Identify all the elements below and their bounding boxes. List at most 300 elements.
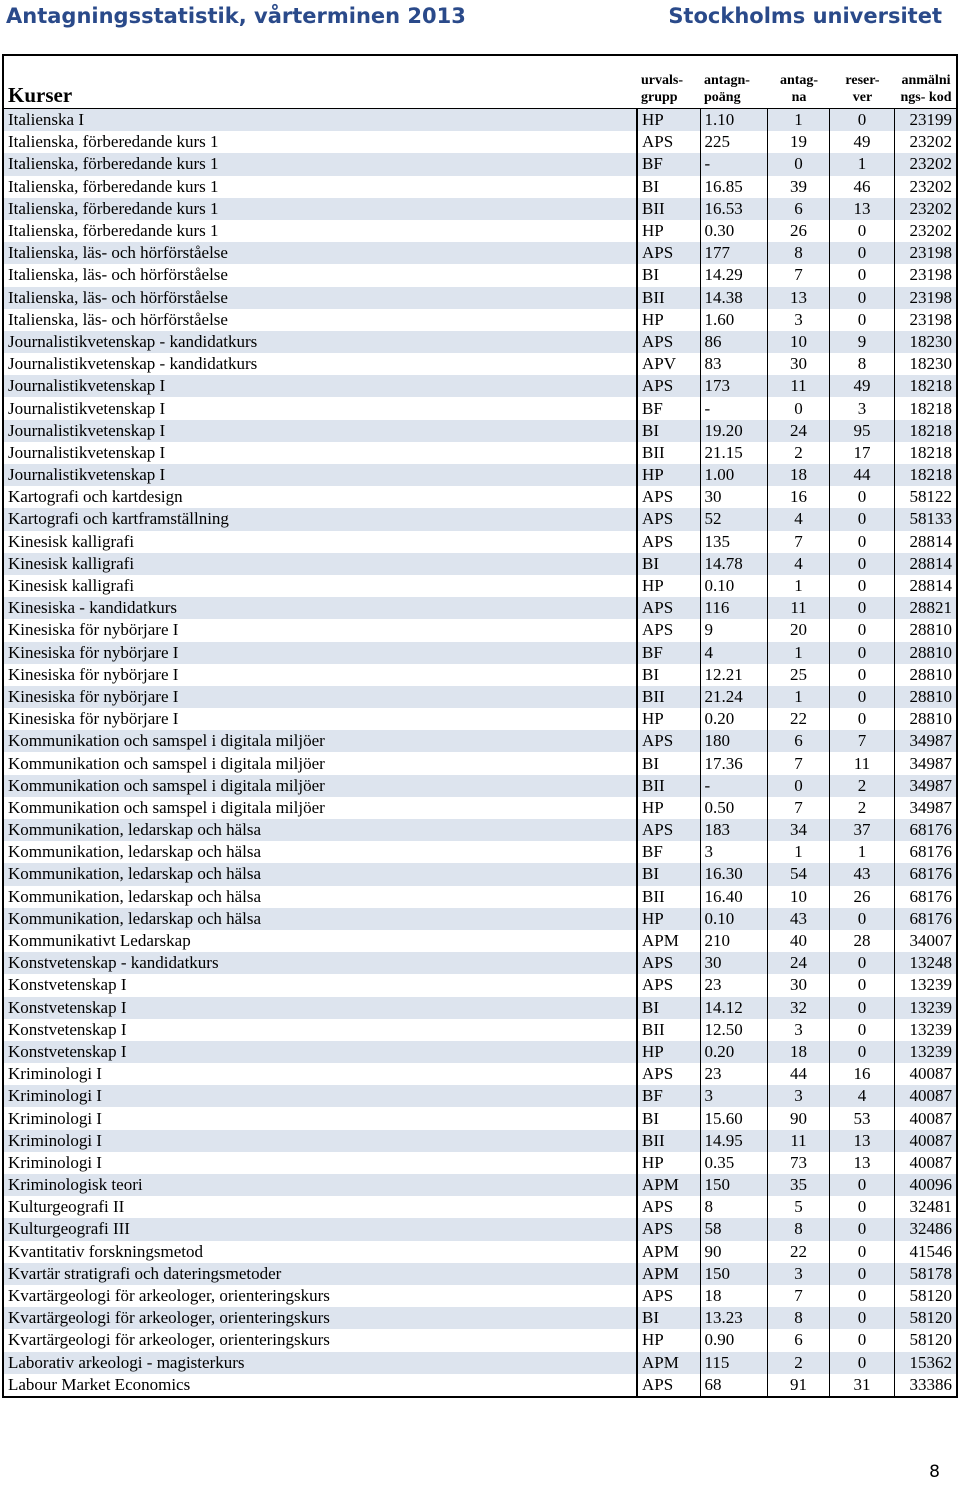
selection-group-cell: BF	[637, 1085, 700, 1107]
course-name-cell: Kvartärgeologi för arkeologer, orienteringskurs	[8, 1330, 330, 1350]
selection-group-cell: APS	[637, 730, 700, 752]
table-row	[3, 1263, 957, 1285]
column-header-anmalningskod: anmälni ngs- kod	[900, 73, 952, 105]
admission-score-cell: 225	[700, 131, 767, 153]
reserves-count-cell: 26	[829, 886, 894, 908]
admitted-count-cell: 19	[767, 131, 829, 153]
reserves-count-cell: 43	[829, 863, 894, 885]
course-name-cell: Journalistikvetenskap I	[8, 465, 166, 485]
table-row	[3, 153, 957, 175]
table-row	[3, 464, 957, 486]
admission-score-cell: 21.15	[700, 442, 767, 464]
admission-score-cell: 4	[700, 642, 767, 664]
table-row	[3, 420, 957, 442]
selection-group-cell: HP	[637, 908, 700, 930]
course-name-cell: Kartografi och kartframställning	[8, 509, 229, 529]
selection-group-cell: BI	[637, 863, 700, 885]
admission-score-cell: 17.36	[700, 752, 767, 774]
reserves-count-cell: 0	[829, 309, 894, 331]
course-name-cell: Kriminologisk teori	[8, 1175, 143, 1195]
reserves-count-cell: 49	[829, 131, 894, 153]
course-name-cell: Konstvetenskap I	[8, 997, 127, 1017]
application-code-cell: 23202	[894, 153, 957, 175]
reserves-count-cell: 37	[829, 819, 894, 841]
reserves-count-cell: 46	[829, 176, 894, 198]
table-header-row	[3, 55, 957, 109]
course-name-cell: Laborativ arkeologi - magisterkurs	[8, 1352, 245, 1372]
admitted-count-cell: 3	[767, 1085, 829, 1107]
admission-score-cell: 210	[700, 930, 767, 952]
course-name-cell: Kinesisk kalligrafi	[8, 553, 135, 573]
reserves-count-cell: 49	[829, 375, 894, 397]
application-code-cell: 68176	[894, 819, 957, 841]
selection-group-cell: APS	[637, 819, 700, 841]
reserves-count-cell: 0	[829, 642, 894, 664]
admitted-count-cell: 40	[767, 930, 829, 952]
course-name-cell: Kartografi och kartdesign	[8, 487, 183, 507]
admission-score-cell: 116	[700, 597, 767, 619]
table-body	[3, 109, 957, 1397]
selection-group-cell: HP	[637, 575, 700, 597]
table-row	[3, 752, 957, 774]
application-code-cell: 28814	[894, 531, 957, 553]
selection-group-cell: HP	[637, 1152, 700, 1174]
admission-score-cell: 150	[700, 1174, 767, 1196]
column-header-kurser: Kurser	[8, 83, 73, 107]
table-row	[3, 1352, 957, 1374]
table-row	[3, 375, 957, 397]
application-code-cell: 28810	[894, 708, 957, 730]
admitted-count-cell: 18	[767, 1041, 829, 1063]
selection-group-cell: BF	[637, 153, 700, 175]
reserves-count-cell: 0	[829, 686, 894, 708]
course-name-cell: Italienska, förberedande kurs 1	[8, 221, 219, 241]
course-name-cell: Kriminologi I	[8, 1108, 102, 1128]
reserves-count-cell: 4	[829, 1085, 894, 1107]
admitted-count-cell: 6	[767, 1329, 829, 1351]
admission-score-cell: 8	[700, 1196, 767, 1218]
table-row	[3, 819, 957, 841]
course-name-cell: Kommunikation och samspel i digitala miljöer	[8, 731, 325, 751]
admission-score-cell: 1.10	[700, 109, 767, 132]
selection-group-cell: HP	[637, 109, 700, 132]
selection-group-cell: APS	[637, 331, 700, 353]
column-header-antagna: antag- na	[779, 73, 819, 105]
selection-group-cell: APM	[637, 930, 700, 952]
admission-score-cell: 14.95	[700, 1130, 767, 1152]
table-row	[3, 597, 957, 619]
application-code-cell: 23198	[894, 264, 957, 286]
admission-score-cell: 9	[700, 619, 767, 641]
application-code-cell: 58120	[894, 1307, 957, 1329]
application-code-cell: 58120	[894, 1329, 957, 1351]
admitted-count-cell: 30	[767, 353, 829, 375]
table-row	[3, 863, 957, 885]
admitted-count-cell: 11	[767, 375, 829, 397]
reserves-count-cell: 1	[829, 841, 894, 863]
admission-score-cell: 16.40	[700, 886, 767, 908]
reserves-count-cell: 3	[829, 397, 894, 419]
application-code-cell: 40087	[894, 1130, 957, 1152]
course-name-cell: Italienska, läs- och hörförståelse	[8, 287, 228, 307]
selection-group-cell: HP	[637, 464, 700, 486]
application-code-cell: 34987	[894, 752, 957, 774]
selection-group-cell: BII	[637, 886, 700, 908]
application-code-cell: 58122	[894, 486, 957, 508]
course-name-cell: Kriminologi I	[8, 1064, 102, 1084]
reserves-count-cell: 0	[829, 242, 894, 264]
admitted-count-cell: 1	[767, 575, 829, 597]
admission-score-cell: 14.38	[700, 287, 767, 309]
admitted-count-cell: 0	[767, 775, 829, 797]
selection-group-cell: BI	[637, 176, 700, 198]
application-code-cell: 18218	[894, 420, 957, 442]
admitted-count-cell: 10	[767, 331, 829, 353]
admitted-count-cell: 5	[767, 1196, 829, 1218]
table-row	[3, 176, 957, 198]
application-code-cell: 40087	[894, 1085, 957, 1107]
selection-group-cell: APM	[637, 1241, 700, 1263]
admitted-count-cell: 2	[767, 442, 829, 464]
table-row	[3, 220, 957, 242]
selection-group-cell: APS	[637, 974, 700, 996]
application-code-cell: 18230	[894, 353, 957, 375]
course-name-cell: Konstvetenskap I	[8, 1019, 127, 1039]
admitted-count-cell: 24	[767, 420, 829, 442]
application-code-cell: 18218	[894, 464, 957, 486]
reserves-count-cell: 17	[829, 442, 894, 464]
selection-group-cell: APS	[637, 1285, 700, 1307]
application-code-cell: 41546	[894, 1241, 957, 1263]
reserves-count-cell: 0	[829, 1019, 894, 1041]
table-row	[3, 1063, 957, 1085]
selection-group-cell: APS	[637, 1063, 700, 1085]
admitted-count-cell: 44	[767, 1063, 829, 1085]
course-name-cell: Italienska I	[8, 110, 84, 130]
admission-score-cell: 12.50	[700, 1019, 767, 1041]
selection-group-cell: HP	[637, 220, 700, 242]
admission-score-cell: 58	[700, 1218, 767, 1240]
course-name-cell: Kinesiska för nybörjare I	[8, 620, 179, 640]
selection-group-cell: BF	[637, 841, 700, 863]
table-row	[3, 1241, 957, 1263]
selection-group-cell: APS	[637, 242, 700, 264]
reserves-count-cell: 0	[829, 708, 894, 730]
admission-score-cell: 21.24	[700, 686, 767, 708]
table-row	[3, 198, 957, 220]
reserves-count-cell: 2	[829, 797, 894, 819]
admission-score-cell: 86	[700, 331, 767, 353]
selection-group-cell: APS	[637, 597, 700, 619]
reserves-count-cell: 0	[829, 109, 894, 132]
admitted-count-cell: 24	[767, 952, 829, 974]
table-row	[3, 930, 957, 952]
table-row	[3, 1041, 957, 1063]
table-row	[3, 619, 957, 641]
selection-group-cell: BI	[637, 997, 700, 1019]
selection-group-cell: BII	[637, 1019, 700, 1041]
application-code-cell: 28814	[894, 553, 957, 575]
table-row	[3, 1329, 957, 1351]
admitted-count-cell: 22	[767, 708, 829, 730]
application-code-cell: 34987	[894, 797, 957, 819]
application-code-cell: 13239	[894, 974, 957, 996]
admitted-count-cell: 1	[767, 841, 829, 863]
admitted-count-cell: 16	[767, 486, 829, 508]
admitted-count-cell: 10	[767, 886, 829, 908]
page-header	[0, 0, 960, 40]
table-row	[3, 486, 957, 508]
course-name-cell: Journalistikvetenskap - kandidatkurs	[8, 331, 258, 351]
course-name-cell: Kulturgeografi III	[8, 1219, 130, 1239]
application-code-cell: 23198	[894, 309, 957, 331]
course-name-cell: Journalistikvetenskap I	[8, 420, 166, 440]
course-name-cell: Kinesiska för nybörjare I	[8, 664, 179, 684]
admitted-count-cell: 3	[767, 1263, 829, 1285]
admission-score-cell: 3	[700, 1085, 767, 1107]
selection-group-cell: APM	[637, 1174, 700, 1196]
admission-score-cell: 16.30	[700, 863, 767, 885]
column-header-antagningspoang: antagn- poäng	[704, 73, 750, 105]
admitted-count-cell: 2	[767, 1352, 829, 1374]
reserves-count-cell: 0	[829, 619, 894, 641]
admitted-count-cell: 25	[767, 664, 829, 686]
admitted-count-cell: 7	[767, 1285, 829, 1307]
selection-group-cell: APS	[637, 619, 700, 641]
admitted-count-cell: 3	[767, 1019, 829, 1041]
course-name-cell: Journalistikvetenskap I	[8, 376, 166, 396]
university-name: Stockholms universitet	[668, 4, 942, 28]
admitted-count-cell: 34	[767, 819, 829, 841]
reserves-count-cell: 8	[829, 353, 894, 375]
admission-score-cell: 14.78	[700, 553, 767, 575]
admission-score-cell: 30	[700, 952, 767, 974]
selection-group-cell: APM	[637, 1263, 700, 1285]
reserves-count-cell: 53	[829, 1107, 894, 1129]
admitted-count-cell: 3	[767, 309, 829, 331]
table-row	[3, 1196, 957, 1218]
admitted-count-cell: 1	[767, 109, 829, 132]
reserves-count-cell: 13	[829, 1130, 894, 1152]
table-row	[3, 1174, 957, 1196]
table-row	[3, 109, 957, 132]
application-code-cell: 34987	[894, 730, 957, 752]
course-name-cell: Kvantitativ forskningsmetod	[8, 1241, 204, 1261]
application-code-cell: 28810	[894, 664, 957, 686]
course-name-cell: Kinesiska för nybörjare I	[8, 642, 179, 662]
admission-score-cell: 16.85	[700, 176, 767, 198]
course-name-cell: Kommunikation, ledarskap och hälsa	[8, 820, 262, 840]
application-code-cell: 28810	[894, 619, 957, 641]
application-code-cell: 18230	[894, 331, 957, 353]
course-name-cell: Kriminologi I	[8, 1130, 102, 1150]
reserves-count-cell: 0	[829, 1307, 894, 1329]
reserves-count-cell: 0	[829, 1174, 894, 1196]
admitted-count-cell: 39	[767, 176, 829, 198]
table-row	[3, 1085, 957, 1107]
table-row	[3, 730, 957, 752]
table-row	[3, 908, 957, 930]
application-code-cell: 34007	[894, 930, 957, 952]
admitted-count-cell: 32	[767, 997, 829, 1019]
table-row	[3, 553, 957, 575]
application-code-cell: 28810	[894, 642, 957, 664]
selection-group-cell: APS	[637, 1374, 700, 1397]
table-row	[3, 242, 957, 264]
selection-group-cell: APS	[637, 131, 700, 153]
course-name-cell: Kinesiska - kandidatkurs	[8, 598, 178, 618]
admission-score-cell: 23	[700, 1063, 767, 1085]
selection-group-cell: APV	[637, 353, 700, 375]
course-name-cell: Italienska, läs- och hörförståelse	[8, 243, 228, 263]
table-row	[3, 664, 957, 686]
admitted-count-cell: 35	[767, 1174, 829, 1196]
admission-score-cell: -	[700, 153, 767, 175]
admitted-count-cell: 4	[767, 553, 829, 575]
admission-score-cell: 150	[700, 1263, 767, 1285]
admitted-count-cell: 11	[767, 597, 829, 619]
selection-group-cell: APM	[637, 1352, 700, 1374]
table-row	[3, 797, 957, 819]
table-row	[3, 353, 957, 375]
table-row	[3, 997, 957, 1019]
reserves-count-cell: 13	[829, 198, 894, 220]
course-name-cell: Italienska, läs- och hörförståelse	[8, 265, 228, 285]
selection-group-cell: BI	[637, 420, 700, 442]
selection-group-cell: BI	[637, 664, 700, 686]
selection-group-cell: HP	[637, 797, 700, 819]
table-row	[3, 1152, 957, 1174]
admission-score-cell: 180	[700, 730, 767, 752]
selection-group-cell: APS	[637, 508, 700, 530]
reserves-count-cell: 0	[829, 264, 894, 286]
selection-group-cell: BI	[637, 1107, 700, 1129]
selection-group-cell: BI	[637, 1307, 700, 1329]
admission-score-cell: 83	[700, 353, 767, 375]
selection-group-cell: APS	[637, 952, 700, 974]
selection-group-cell: BI	[637, 752, 700, 774]
column-header-reserver: reser- ver	[845, 73, 880, 105]
course-name-cell: Kommunikation och samspel i digitala miljöer	[8, 775, 325, 795]
reserves-count-cell: 1	[829, 153, 894, 175]
course-name-cell: Italienska, förberedande kurs 1	[8, 132, 219, 152]
reserves-count-cell: 0	[829, 575, 894, 597]
reserves-count-cell: 31	[829, 1374, 894, 1397]
application-code-cell: 23198	[894, 242, 957, 264]
course-name-cell: Kinesisk kalligrafi	[8, 531, 135, 551]
course-name-cell: Kinesiska för nybörjare I	[8, 709, 179, 729]
course-name-cell: Kommunikativt Ledarskap	[8, 931, 191, 951]
selection-group-cell: APS	[637, 486, 700, 508]
admission-score-cell: 0.30	[700, 220, 767, 242]
course-name-cell: Italienska, förberedande kurs 1	[8, 154, 219, 174]
course-name-cell: Kommunikation och samspel i digitala miljöer	[8, 753, 325, 773]
admitted-count-cell: 90	[767, 1107, 829, 1129]
course-name-cell: Kommunikation och samspel i digitala miljöer	[8, 797, 325, 817]
application-code-cell: 23202	[894, 220, 957, 242]
selection-group-cell: BII	[637, 442, 700, 464]
application-code-cell: 23202	[894, 176, 957, 198]
application-code-cell: 18218	[894, 442, 957, 464]
reserves-count-cell: 28	[829, 930, 894, 952]
selection-group-cell: BII	[637, 198, 700, 220]
reserves-count-cell: 13	[829, 1152, 894, 1174]
admission-score-cell: 0.10	[700, 575, 767, 597]
admission-score-cell: 0.20	[700, 1041, 767, 1063]
selection-group-cell: HP	[637, 708, 700, 730]
admission-score-cell: 0.20	[700, 708, 767, 730]
reserves-count-cell: 0	[829, 1218, 894, 1240]
admitted-count-cell: 7	[767, 752, 829, 774]
admission-score-cell: 90	[700, 1241, 767, 1263]
admission-score-cell: 135	[700, 531, 767, 553]
application-code-cell: 13239	[894, 1019, 957, 1041]
reserves-count-cell: 0	[829, 974, 894, 996]
reserves-count-cell: 0	[829, 553, 894, 575]
reserves-count-cell: 0	[829, 997, 894, 1019]
reserves-count-cell: 95	[829, 420, 894, 442]
admitted-count-cell: 91	[767, 1374, 829, 1397]
course-name-cell: Kinesisk kalligrafi	[8, 576, 135, 596]
document-title: Antagningsstatistik, vårterminen 2013	[6, 4, 466, 28]
admitted-count-cell: 0	[767, 397, 829, 419]
reserves-count-cell: 0	[829, 486, 894, 508]
course-name-cell: Kommunikation, ledarskap och hälsa	[8, 886, 262, 906]
admission-score-cell: 12.21	[700, 664, 767, 686]
table-row	[3, 287, 957, 309]
selection-group-cell: BF	[637, 397, 700, 419]
admitted-count-cell: 30	[767, 974, 829, 996]
reserves-count-cell: 0	[829, 220, 894, 242]
application-code-cell: 18218	[894, 397, 957, 419]
selection-group-cell: BF	[637, 642, 700, 664]
application-code-cell: 33386	[894, 1374, 957, 1397]
table-row	[3, 1285, 957, 1307]
application-code-cell: 23198	[894, 287, 957, 309]
course-name-cell: Journalistikvetenskap I	[8, 398, 166, 418]
admission-score-cell: -	[700, 397, 767, 419]
admitted-count-cell: 13	[767, 287, 829, 309]
admitted-count-cell: 8	[767, 1307, 829, 1329]
course-name-cell: Labour Market Economics	[8, 1374, 191, 1394]
course-name-cell: Kinesiska för nybörjare I	[8, 686, 179, 706]
reserves-count-cell: 0	[829, 1263, 894, 1285]
admission-table	[2, 54, 958, 1398]
course-name-cell: Kvartärgeologi för arkeologer, orienteringskurs	[8, 1308, 330, 1328]
course-name-cell: Italienska, förberedande kurs 1	[8, 176, 219, 196]
selection-group-cell: BI	[637, 264, 700, 286]
admitted-count-cell: 1	[767, 642, 829, 664]
admission-score-cell: -	[700, 775, 767, 797]
course-name-cell: Kriminologi I	[8, 1086, 102, 1106]
application-code-cell: 34987	[894, 775, 957, 797]
admitted-count-cell: 8	[767, 242, 829, 264]
table-row	[3, 974, 957, 996]
course-name-cell: Kommunikation, ledarskap och hälsa	[8, 842, 262, 862]
admission-score-cell: 18	[700, 1285, 767, 1307]
course-name-cell: Konstvetenskap I	[8, 975, 127, 995]
admission-score-cell: 15.60	[700, 1107, 767, 1129]
reserves-count-cell: 0	[829, 1352, 894, 1374]
admission-score-cell: 16.53	[700, 198, 767, 220]
reserves-count-cell: 0	[829, 1285, 894, 1307]
admission-score-cell: 30	[700, 486, 767, 508]
admitted-count-cell: 7	[767, 531, 829, 553]
admission-score-cell: 0.90	[700, 1329, 767, 1351]
application-code-cell: 23199	[894, 109, 957, 132]
table-row	[3, 952, 957, 974]
selection-group-cell: HP	[637, 309, 700, 331]
